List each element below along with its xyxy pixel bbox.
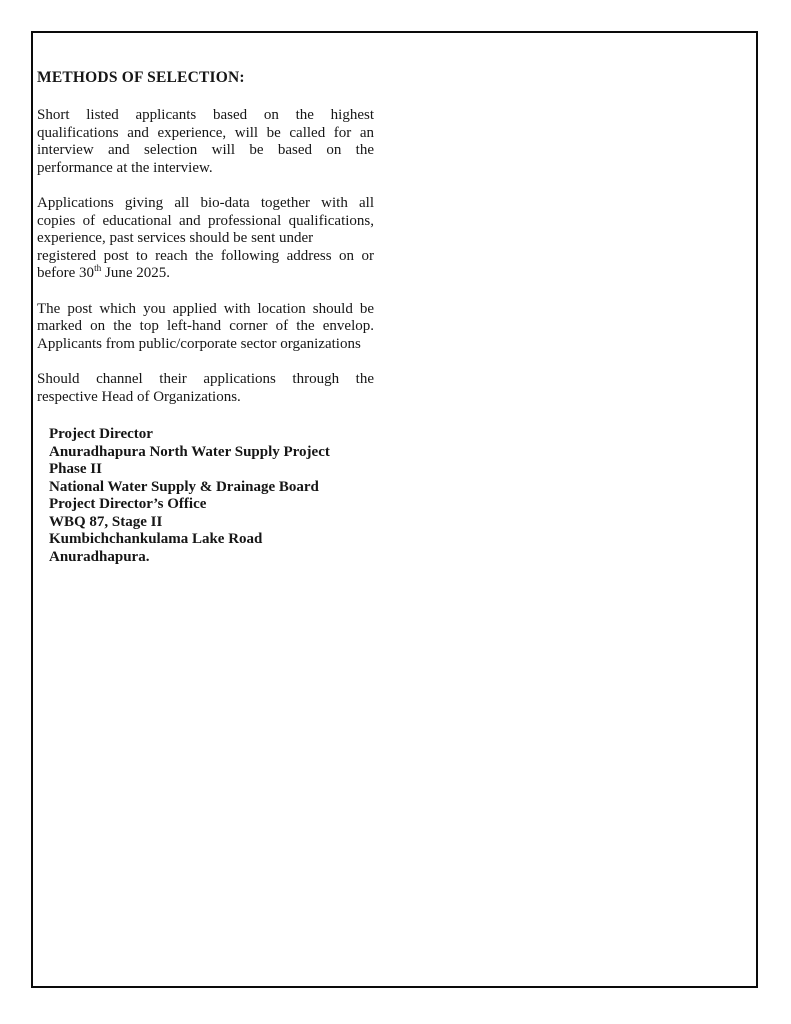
document-content [37,69,374,566]
section-heading: METHODS OF SELECTION: [37,69,245,86]
paragraphs [37,107,374,406]
address-line: National Water Supply & Drainage Board [49,478,319,495]
address-line: Project Director’s Office [49,496,207,512]
text-line: Applications giving all bio-data together with all [37,195,374,211]
text-line: qualifications and experience, will be called for an [37,124,374,141]
paragraph [37,371,374,406]
text-line: experience, past services should be sent under [37,230,314,246]
text-line: The post which you applied with location should be [37,300,374,317]
address-line: Anuradhapura North Water Supply Project [49,443,330,460]
text-line [37,265,374,283]
address-line: Anuradhapura. [49,548,150,565]
paragraph [37,107,374,177]
address-line: Project Director [49,426,153,442]
text-line: Should channel their applications through the [37,371,374,387]
text-line: performance at the interview. [37,159,213,176]
address-block [49,426,374,566]
text-line: respective Head of Organizations. [37,388,241,405]
text-line: registered post to reach the following address on or [37,247,374,264]
address-line: Kumbichchankulama Lake Road [49,531,263,547]
paragraph [37,301,374,354]
document-frame [31,31,758,988]
text-line: interview and selection will be based on the [37,142,374,158]
address-line: Phase II [49,461,102,477]
address-line: WBQ 87, Stage II [49,513,163,530]
text-line: copies of educational and professional qualifications, [37,212,374,229]
text-line: Applicants from public/corporate sector organizations [37,335,361,352]
text-line: Short listed applicants based on the highest [37,107,374,123]
text-run: June 2025. [101,265,171,281]
text-line: marked on the top left-hand corner of the envelop. [37,318,374,334]
text-run: before 30 [37,265,95,281]
paragraph [37,195,374,283]
superscript-text: th [94,264,102,274]
